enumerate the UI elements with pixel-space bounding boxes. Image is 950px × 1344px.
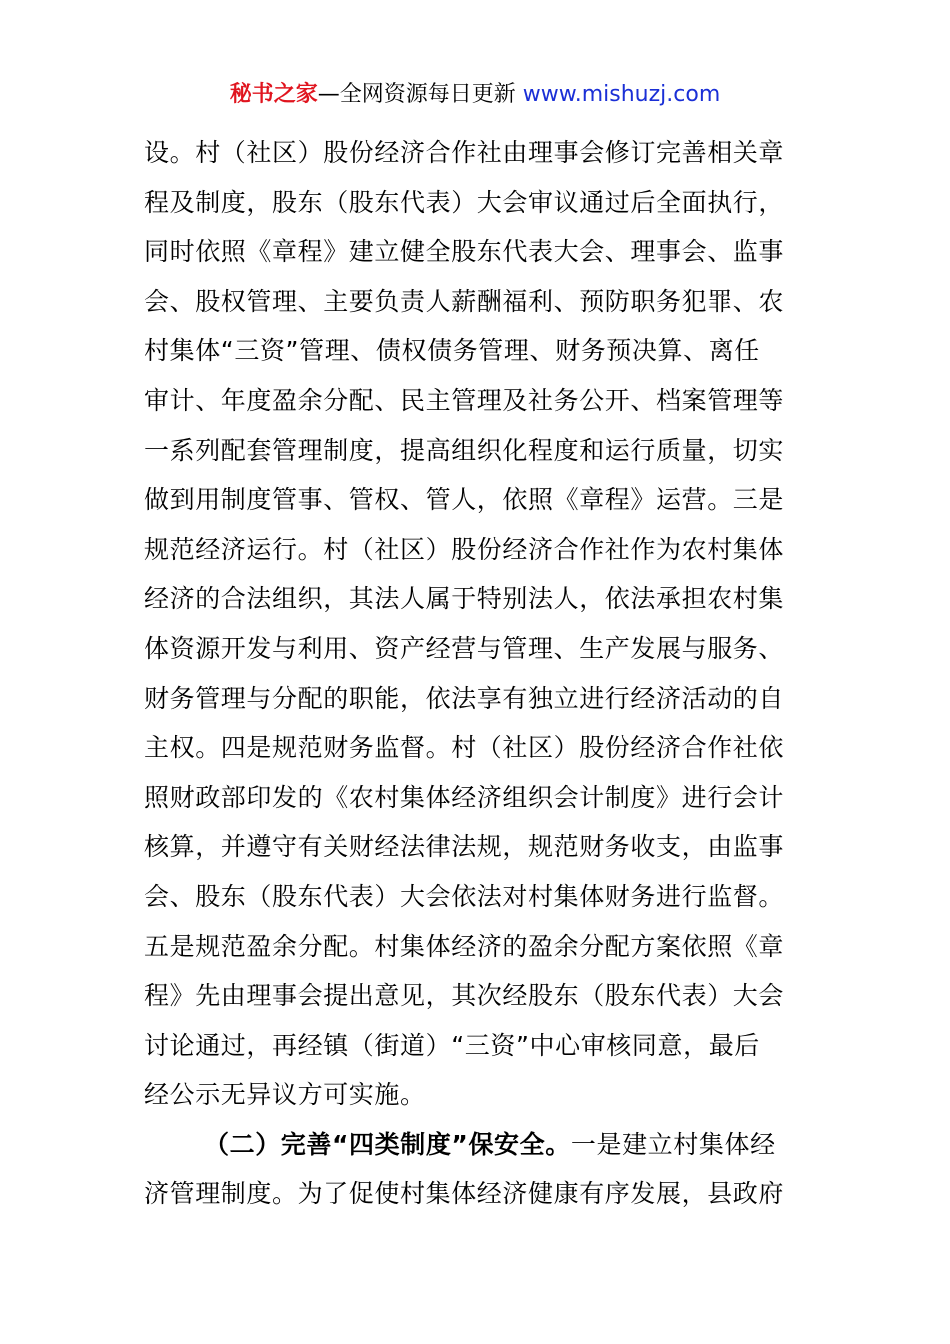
text-line: 设。村（社区）股份经济合作社由理事会修订完善相关章 [144,138,785,167]
text-line: 讨论通过，再经镇（街道）“三资”中心审核同意，最后 [144,1030,760,1060]
text-line [144,1120,814,1170]
text-line: 审计、年度盈余分配、民主管理及社务公开、档案管理等 [144,385,785,415]
text-line: 做到用制度管事、管权、管人，依照《章程》运营。三是 [144,485,785,515]
site-url-link[interactable]: www.mishuzj.com [522,82,721,107]
document-body [144,128,814,1219]
text-line: 同时依照《章程》建立健全股东代表大会、理事会、监事 [144,237,785,267]
paragraph-1 [144,128,814,1120]
text-line: 程》先由理事会提出意见，其次经股东（股东代表）大会 [144,981,785,1011]
text-line: 主权。四是规范财务监督。村（社区）股份经济合作社依 [144,733,785,763]
paragraph-2 [144,1120,814,1219]
text-line: 经济的合法组织，其法人属于特别法人，依法承担农村集 [144,584,785,614]
text-line: 程及制度，股东（股东代表）大会审议通过后全面执行， [144,187,785,217]
site-tagline: —全网资源每日更新 [317,82,523,107]
text-line: 经公示无异议方可实施。 [144,1080,426,1110]
text-line: 体资源开发与利用、资产经营与管理、生产发展与服务、 [144,633,785,663]
section-heading: （二）完善“四类制度”保安全。 [204,1129,571,1159]
text-line: 五是规范盈余分配。村集体经济的盈余分配方案依照《章 [144,931,785,961]
text-line: 会、股权管理、主要负责人薪酬福利、预防职务犯罪、农 [144,286,785,316]
section-heading-continuation: 一是建立村集体经 [570,1129,776,1159]
text-line: 村集体“三资”管理、债权债务管理、财务预决算、离任 [144,336,760,366]
text-line: 规范经济运行。村（社区）股份经济合作社作为农村集体 [144,534,785,564]
text-line: 核算，并遵守有关财经法律法规，规范财务收支，由监事 [144,832,785,862]
text-line: 财务管理与分配的职能，依法享有独立进行经济活动的自 [144,683,785,713]
text-line: 照财政部印发的《农村集体经济组织会计制度》进行会计 [144,782,785,812]
text-line: 一系列配套管理制度，提高组织化程度和运行质量，切实 [144,435,785,465]
text-line: 会、股东（股东代表）大会依法对村集体财务进行监督。 [144,881,785,911]
text-line: 济管理制度。为了促使村集体经济健康有序发展，县政府 [144,1179,785,1209]
site-header [0,80,950,110]
site-brand: 秘书之家 [229,82,318,107]
